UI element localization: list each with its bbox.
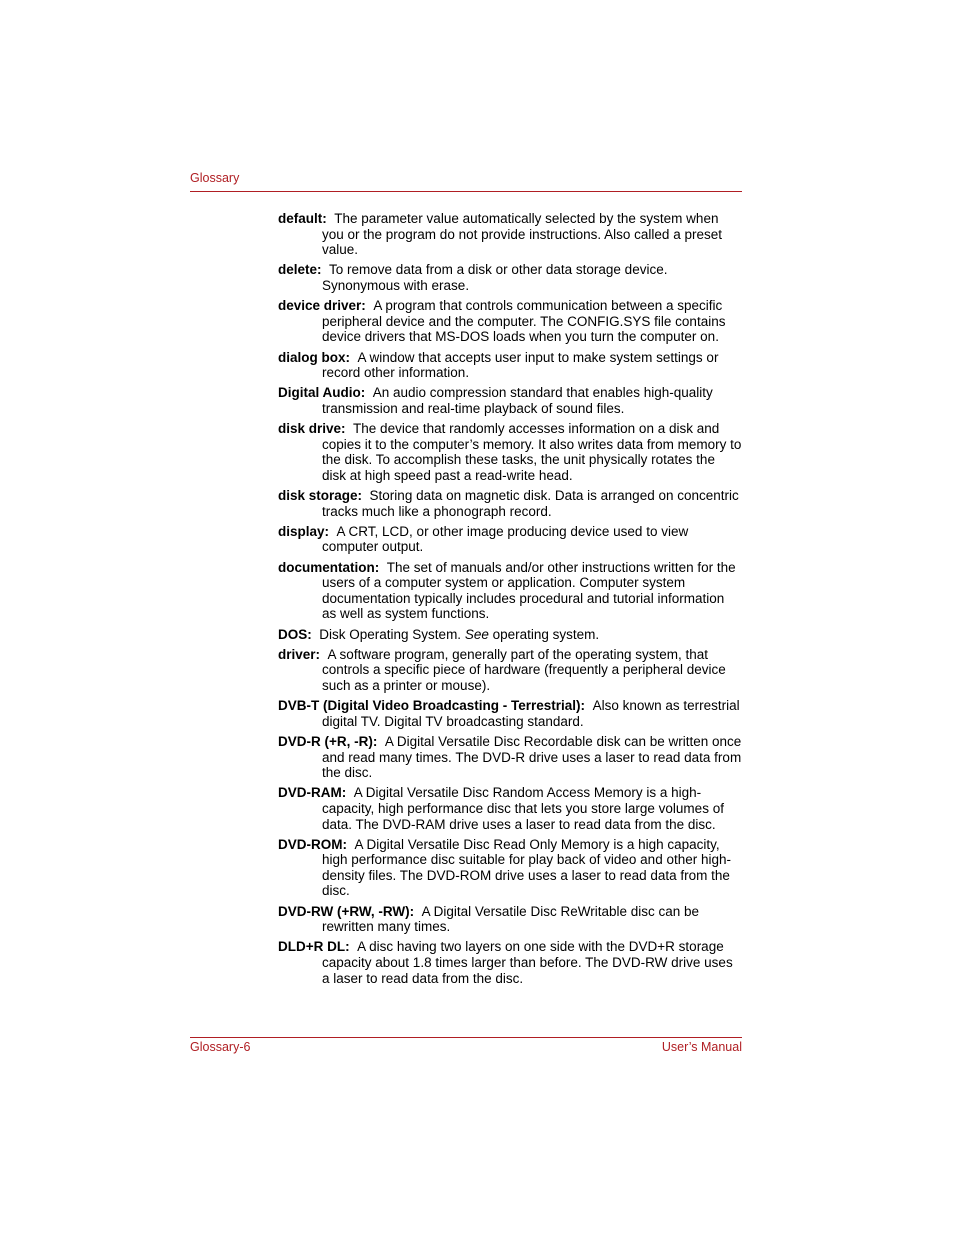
entry-term: disk drive: — [278, 421, 346, 437]
glossary-entry-device-driver — [278, 298, 742, 345]
glossary-entry-driver — [278, 647, 742, 694]
entry-term: DVD-R (+R, -R): — [278, 733, 378, 749]
entry-term: DVD-RAM: — [278, 785, 347, 801]
entry-term: device driver: — [278, 298, 366, 314]
entry-definition: The set of manuals and/or other instructions written for the users of a computer system or application. Computer system documentation typically includes procedural and tutorial information as well as system functions. — [322, 559, 736, 622]
entry-definition: A Digital Versatile Disc Random Access Memory is a high-capacity, high performance disc that lets you store large volumes of data. The DVD-RAM drive uses a laser to read data from the disc. — [322, 785, 724, 832]
entry-definition: Also known as terrestrial digital TV. Digital TV broadcasting standard. — [322, 698, 740, 729]
entry-definition: An audio compression standard that enables high-quality transmission and real-time playback of sound files. — [322, 385, 713, 416]
entry-definition: A Digital Versatile Disc Read Only Memory is a high capacity, high performance disc suitable for play back of video and other high-density files. The DVD-ROM drive uses a laser to read data from the disc. — [322, 836, 731, 899]
page-number: Glossary-6 — [190, 1040, 251, 1054]
entry-term: dialog box: — [278, 349, 350, 365]
entry-definition: A program that controls communication between a specific peripheral device and the computer. The CONFIG.SYS file contains device drivers that MS-DOS loads when you turn the computer on. — [322, 298, 726, 345]
entry-term: documentation: — [278, 559, 380, 575]
entry-definition: To remove data from a disk or other data storage device. Synonymous with erase. — [322, 262, 668, 293]
glossary-entry-documentation — [278, 560, 742, 622]
entry-definition: A CRT, LCD, or other image producing device used to view computer output. — [322, 523, 689, 555]
entry-term: DVD-ROM: — [278, 836, 347, 852]
entry-term: driver: — [278, 646, 321, 662]
see-reference-target: operating system. — [492, 626, 600, 642]
entry-term: disk storage: — [278, 488, 363, 504]
glossary-entry-dld-r-dl — [278, 939, 742, 986]
glossary-entry-default — [278, 211, 742, 258]
running-header: Glossary — [190, 171, 240, 185]
manual-title: User’s Manual — [661, 1040, 742, 1054]
entry-term: Digital Audio: — [278, 385, 366, 401]
glossary-entry-dvb-t — [278, 698, 742, 729]
glossary-entry-dvd-r — [278, 734, 742, 781]
glossary-entry-delete — [278, 262, 742, 293]
entry-term: DVB-T (Digital Video Broadcasting - Terrestrial): — [278, 698, 586, 714]
glossary-entry-dvd-rom — [278, 837, 742, 899]
entry-term: DOS: — [278, 626, 312, 642]
glossary-entry-dvd-rw — [278, 904, 742, 935]
glossary-entry-disk-drive — [278, 421, 742, 483]
entry-term: display: — [278, 523, 330, 539]
entry-definition: Disk Operating System. — [319, 626, 462, 642]
entry-definition: A disc having two layers on one side with the DVD+R storage capacity about 1.8 times larger than before. The DVD-RW drive uses a laser to read data from the disc. — [322, 939, 733, 986]
entry-definition: A window that accepts user input to make system settings or record other information. — [322, 349, 719, 381]
glossary-entry-digital-audio — [278, 385, 742, 416]
glossary-entry-dialog-box — [278, 350, 742, 381]
glossary-entry-dvd-ram — [278, 785, 742, 832]
see-reference-word: See — [464, 626, 489, 642]
entry-term: DVD-RW (+RW, -RW): — [278, 903, 415, 919]
entry-definition: A software program, generally part of the operating system, that controls a specific piece of hardware (frequently a peripheral device such as a printer or mouse). — [322, 646, 726, 693]
entry-term: delete: — [278, 262, 322, 278]
footer-rule — [190, 1037, 742, 1038]
entry-definition: Storing data on magnetic disk. Data is arranged on concentric tracks much like a phonograph record. — [322, 488, 739, 519]
entry-definition: A Digital Versatile Disc Recordable disk can be written once and read many times. The DVD-R drive uses a laser to read data from the disc. — [322, 733, 742, 781]
entry-definition: The parameter value automatically selected by the system when you or the program do not provide instructions. Also called a preset value. — [322, 211, 722, 258]
glossary-entry-display — [278, 524, 742, 555]
entry-definition: A Digital Versatile Disc ReWritable disc can be rewritten many times. — [322, 903, 700, 935]
glossary-entries — [278, 211, 742, 991]
glossary-entry-disk-storage — [278, 488, 742, 519]
entry-definition: The device that randomly accesses information on a disk and copies it to the computer’s memory. It also writes data from memory to the disk. To accomplish these tasks, the unit physically rotates the disk at high speed past a read-write head. — [322, 421, 742, 483]
glossary-entry-dos — [278, 627, 742, 643]
header-rule — [190, 191, 742, 192]
entry-term: DLD+R DL: — [278, 939, 350, 955]
entry-term: default: — [278, 211, 327, 226]
